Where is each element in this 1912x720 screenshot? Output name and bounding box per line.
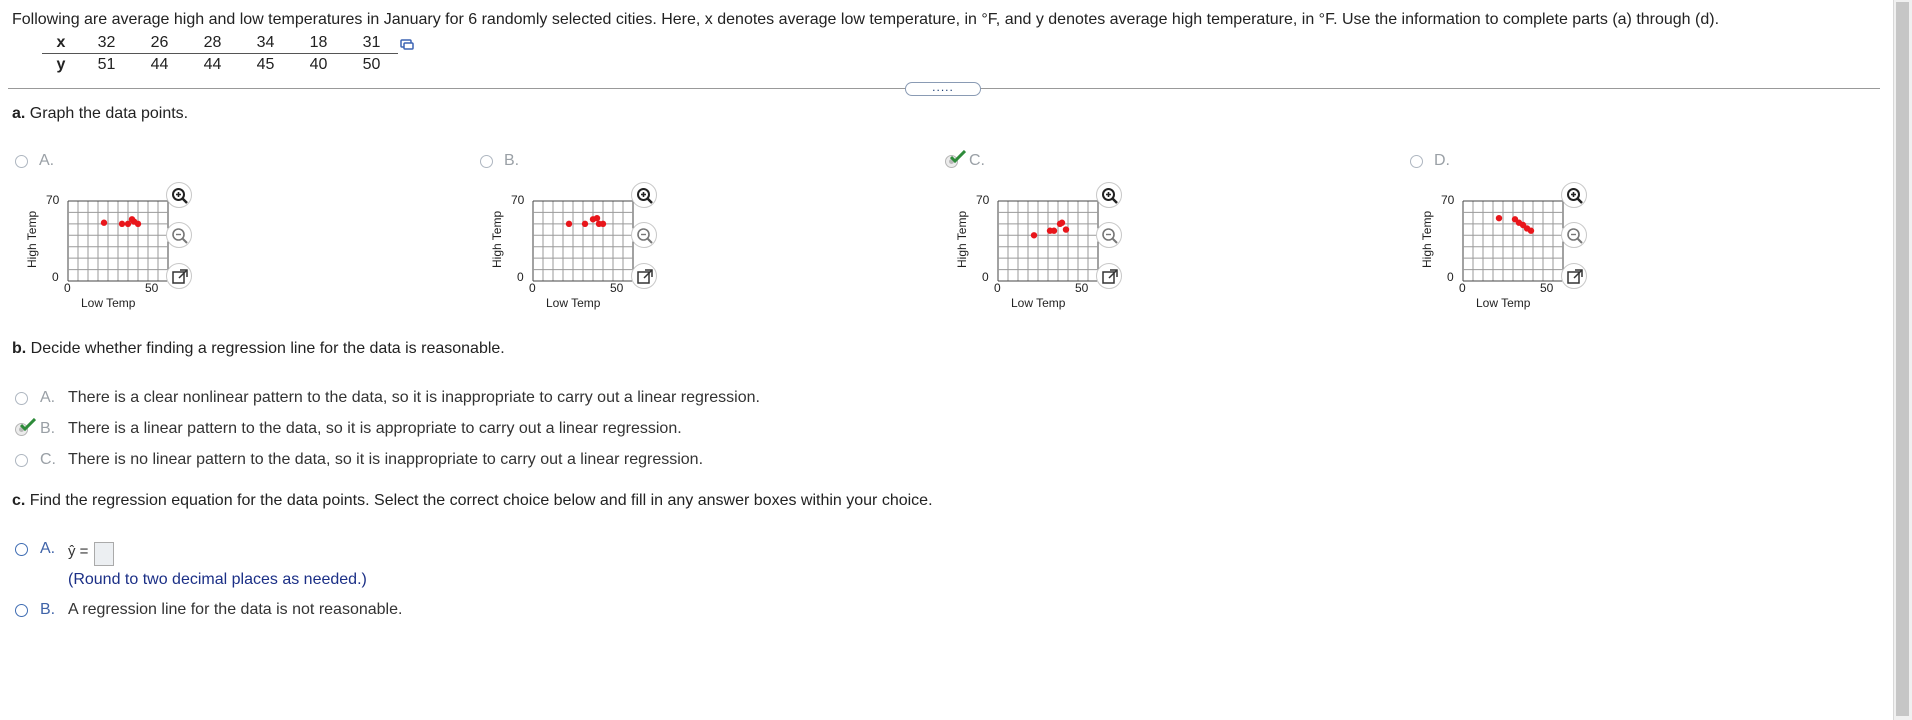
copy-data-icon[interactable] (400, 37, 414, 48)
y-tick-top: 70 (1441, 193, 1455, 207)
part-b-prompt (12, 340, 505, 358)
part-c-radio-b[interactable] (15, 604, 28, 617)
x-axis-label: Low Temp (546, 296, 601, 310)
x-tick-left: 0 (994, 281, 1001, 295)
data-point (600, 221, 606, 227)
regression-answer-input[interactable] (94, 542, 114, 566)
part-c-radio-a[interactable] (15, 543, 28, 556)
popout-icon[interactable] (1096, 263, 1122, 289)
table-cell: 32 (80, 32, 133, 54)
data-table (42, 32, 398, 75)
graph-option-radio[interactable] (1410, 155, 1423, 168)
table-x-header: x (42, 32, 80, 54)
zoom-out-icon[interactable] (1096, 222, 1122, 248)
part-b-letter-b: B. (40, 420, 56, 437)
y-tick-bottom: 0 (1447, 270, 1454, 284)
y-tick-bottom: 0 (52, 270, 59, 284)
data-point (1031, 232, 1037, 238)
scrollbar-thumb[interactable] (1896, 2, 1909, 716)
zoom-in-icon[interactable] (631, 182, 657, 208)
table-cell: 31 (345, 32, 398, 54)
data-point (1063, 226, 1069, 232)
y-axis-label: High Temp (25, 210, 39, 268)
x-tick-left: 0 (529, 281, 536, 295)
data-point (1051, 228, 1057, 234)
zoom-out-icon[interactable] (1561, 222, 1587, 248)
table-cell: 28 (186, 32, 239, 54)
y-axis-label: High Temp (1420, 210, 1434, 268)
x-tick-left: 0 (1459, 281, 1466, 295)
data-point (1528, 228, 1534, 234)
x-axis-label: Low Temp (1476, 296, 1531, 310)
scatter-plot (997, 200, 1099, 282)
data-point (101, 220, 107, 226)
x-tick-right: 50 (1540, 281, 1554, 295)
zoom-out-icon[interactable] (631, 222, 657, 248)
graph-option-letter: C. (969, 152, 985, 169)
scatter-plot (532, 200, 634, 282)
resize-grip[interactable]: ..... (905, 82, 981, 96)
y-axis-label: High Temp (490, 210, 504, 268)
graph-option-letter: B. (504, 152, 520, 169)
table-cell: 50 (362, 55, 381, 73)
data-point (119, 221, 125, 227)
part-b-radio-a[interactable] (15, 392, 28, 405)
y-axis-label: High Temp (955, 210, 969, 268)
y-tick-top: 70 (976, 193, 990, 207)
table-cell: 44 (150, 55, 169, 73)
part-c-option-b[interactable]: A regression line for the data is not reasonable. (68, 601, 403, 618)
part-b-option-a[interactable]: There is a clear nonlinear pattern to the data, so it is inappropriate to carry out a linear regression. (68, 389, 760, 406)
data-point (1059, 220, 1065, 226)
table-cell: 26 (133, 32, 186, 54)
scatter-plot (67, 200, 169, 282)
x-axis-label: Low Temp (81, 296, 136, 310)
data-point (582, 221, 588, 227)
y-tick-bottom: 0 (517, 270, 524, 284)
part-c-text: Find the regression equation for the data points. Select the correct choice below and fill in any answer boxes within your choice. (29, 492, 933, 509)
table-cell: 40 (309, 55, 328, 73)
question-intro: Following are average high and low temperatures in January for 6 randomly selected cities. Here, x denotes average low temperature, in °F, and y denotes average high temperature, in °F. Use the information to complete parts (a) through (d). (12, 11, 1720, 28)
x-tick-left: 0 (64, 281, 71, 295)
y-hat-symbol: ŷ = (68, 543, 89, 560)
part-b-option-c[interactable]: There is no linear pattern to the data, so it is inappropriate to carry out a linear regression. (68, 451, 704, 468)
data-point (566, 221, 572, 227)
popout-icon[interactable] (1561, 263, 1587, 289)
x-tick-right: 50 (1075, 281, 1089, 295)
table-cell: 44 (203, 55, 222, 73)
part-a-text: Graph the data points. (29, 105, 189, 122)
x-axis-label: Low Temp (1011, 296, 1066, 310)
zoom-in-icon[interactable] (1561, 182, 1587, 208)
y-tick-top: 70 (511, 193, 525, 207)
graph-option-radio[interactable] (480, 155, 493, 168)
table-cell: 45 (256, 55, 275, 73)
popout-icon[interactable] (631, 263, 657, 289)
data-point (1496, 215, 1502, 221)
part-b-letter-a: A. (40, 389, 56, 406)
part-a-prompt (12, 105, 188, 123)
x-tick-right: 50 (145, 281, 159, 295)
part-b-text: Decide whether finding a regression line for the data is reasonable. (30, 340, 505, 357)
rounding-hint: (Round to two decimal places as needed.) (68, 571, 367, 588)
part-c-label: c. (12, 492, 26, 509)
part-b-option-b[interactable]: There is a linear pattern to the data, so it is appropriate to carry out a linear regression. (68, 420, 682, 437)
correct-check-icon (950, 150, 966, 163)
part-b-radio-c[interactable] (15, 454, 28, 467)
y-tick-top: 70 (46, 193, 60, 207)
data-point (135, 221, 141, 227)
table-cell: 51 (97, 55, 116, 73)
x-tick-right: 50 (610, 281, 624, 295)
part-b-label: b. (12, 340, 27, 357)
part-a-label: a. (12, 105, 26, 122)
table-y-header: y (56, 55, 66, 73)
y-tick-bottom: 0 (982, 270, 989, 284)
part-b-letter-c: C. (40, 451, 56, 468)
table-cell: 34 (239, 32, 292, 54)
graph-option-letter: D. (1434, 152, 1450, 169)
graph-option-letter: A. (39, 152, 55, 169)
zoom-in-icon[interactable] (166, 182, 192, 208)
popout-icon[interactable] (166, 263, 192, 289)
scatter-plot (1462, 200, 1564, 282)
table-cell: 18 (292, 32, 345, 54)
zoom-out-icon[interactable] (166, 222, 192, 248)
part-c-letter-a: A. (40, 540, 56, 557)
correct-check-icon (20, 418, 36, 431)
zoom-in-icon[interactable] (1096, 182, 1122, 208)
data-point (594, 215, 600, 221)
graph-option-radio[interactable] (15, 155, 28, 168)
part-c-prompt (12, 492, 933, 510)
part-c-letter-b: B. (40, 601, 56, 618)
